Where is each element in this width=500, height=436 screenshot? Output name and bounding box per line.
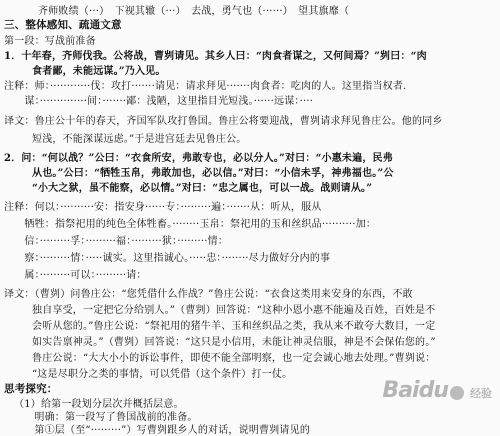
baidu-watermark bbox=[382, 378, 492, 403]
translation-line: 译文：鲁庄公十年的春天，齐国军队攻打鲁国。鲁庄公将要迎战，曹刿请求拜见鲁庄公。他的同乡 bbox=[4, 116, 443, 127]
answer-line: 第①层（至“·········”）写曹刿跟乡人的对话，说明曹刿请见的 bbox=[14, 425, 311, 436]
annotation-line: 牺牲：指祭祀用的纯色全体牲畜。········玉帛：祭祀用的玉和丝织品··········加： bbox=[4, 219, 377, 230]
passage-line: 从也。”公曰：“牺牲玉帛，弗敢加也，必以信。”对曰：“小信未孚，神弗福也。”公 bbox=[32, 168, 394, 179]
annotation-line: 谋：··············间：·······鄙：浅陋，这里指目光短浅。······远谋：···· bbox=[4, 96, 314, 107]
passage-line: “小大之狱，虽不能察，必以情。”对曰：“忠之属也，可以一战。战则请从。” bbox=[32, 183, 373, 194]
translation-line: 鲁庄公说：“大大小小的诉讼事件，即使不能全部明察，也一定会诚心地去处理。”曹刿说： bbox=[32, 353, 436, 364]
question-line: （1）给第一段划分层次并概括层意。 bbox=[14, 399, 184, 410]
translation-line: 短浅，不能深谋远虑。”于是进宫廷去见鲁庄公。 bbox=[32, 134, 247, 145]
translation-line: 如实告禀神灵。”（曹刿）回答说：“这只是小信用，未能让神灵信服，神是不会保佑您的。” bbox=[32, 337, 436, 348]
passage-line: 食者鄙，未能远谋。”乃入见。 bbox=[32, 66, 166, 77]
answer-line: 明确：第一段写了鲁国战前的准备。 bbox=[14, 412, 198, 423]
passage-line: 1．十年春，齐师伐我。公将战，曹刿请见。其乡人曰：“肉食者谋之，又何间焉？”刿曰：“肉 bbox=[4, 51, 427, 62]
translation-line: 独自享受，一定把它分给别人。”（曹刿）回答说：“这种小恩小惠不能遍及百姓，百姓是不 bbox=[32, 305, 436, 316]
section-heading: 三、整体感知、疏通文意 bbox=[4, 19, 122, 31]
text-line: 第一段：写战前准备 bbox=[4, 36, 96, 47]
annotation-line: 信：·········孚：·········福：·········狱：·········情： bbox=[4, 236, 229, 247]
annotation-line: 注释：何以：··········安：指安身······专：·········遍：·······从：听从，服从 bbox=[4, 202, 322, 213]
annotation-line: 注释：师：············伐：攻打·······请见：请求拜见·······肉食者：吃肉的人。这里指当权者. bbox=[4, 81, 407, 92]
passage-line: 2．问：“何以战？”公曰：“衣食所安，弗敢专也，必以分人。”对曰：“小惠未遍，民弗 bbox=[4, 153, 393, 164]
annotation-line: 察：·········情：·····诚实。这里指诚心。·····忠：········尽力做好分内的事 bbox=[4, 253, 331, 264]
section-heading: 思考探究： bbox=[4, 383, 58, 395]
annotation-line: 属：·········可以：·········请： bbox=[4, 270, 147, 281]
translation-line: 会听从您的。”鲁庄公说：“祭祀用的猪牛羊、玉和丝织品之类，我从来不敢夸大数目，一定 bbox=[32, 321, 436, 332]
watermark-logo: Baidu bbox=[382, 378, 448, 403]
watermark-subtitle: 经验 bbox=[470, 387, 492, 400]
translation-line: “这是尽职分之类的事情，可以凭借（这个条件）打一仗。 bbox=[32, 369, 293, 380]
translation-line: 译文：（曹刿）问鲁庄公：“您凭借什么作战？”鲁庄公说：“衣食这类用来安身的东西，不敢 bbox=[4, 289, 413, 300]
text-line: 齐师败绩（···） 下视其辙（···） 去战，勇气也（······） 望其旗靡（ bbox=[38, 6, 360, 17]
paw-icon bbox=[450, 386, 464, 400]
